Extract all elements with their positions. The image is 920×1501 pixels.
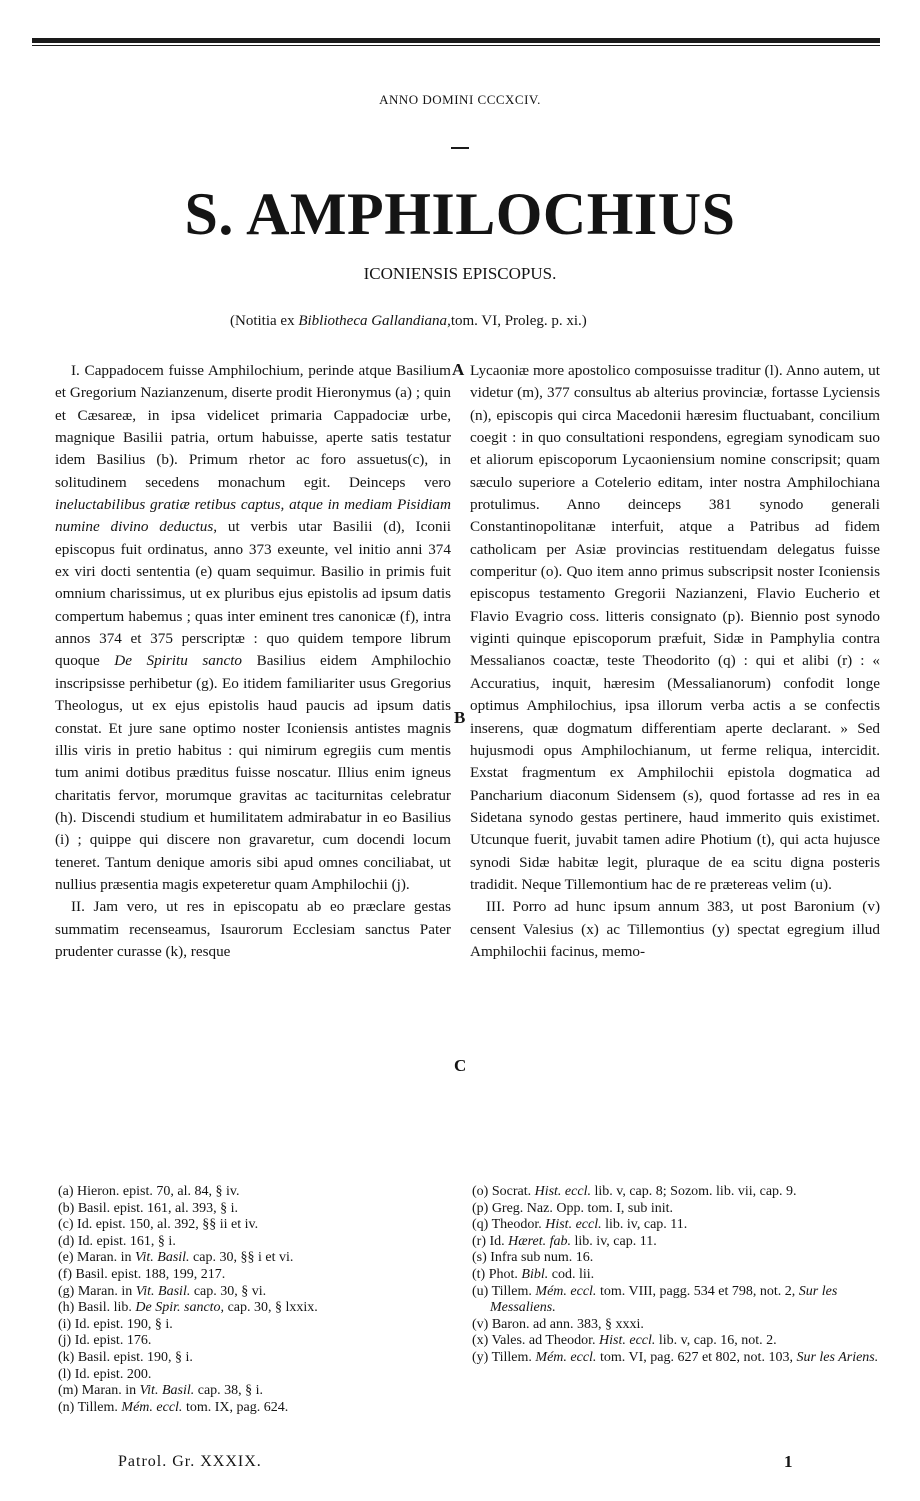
footnote-text: (b) Basil. epist. 161, al. 393, § i.	[58, 1200, 239, 1216]
footnote-text: lib. iv, cap. 11.	[571, 1233, 657, 1249]
footnote	[472, 1333, 884, 1350]
page-title: S. AMPHILOCHIUS	[184, 181, 736, 247]
footnote-italic: Vit. Basil.	[135, 1283, 191, 1299]
paragraph-italic: De Spiritu sancto	[114, 652, 243, 670]
footnote-italic: Bibl.	[521, 1266, 549, 1282]
paragraph-text: Basilius eidem Amphilochio inscripsisse perhibetur (g). Eo itidem familiariter usus Gregorius Theologus, ut ex ejus epistolis haud paucis ad ipsum datis constat. Et jure sane optimo noster Iconiensis antistes magnis illis viris in pretio habitus : qui nimirum egregiis cum mentis tum animi dotibus præditus fuisse noscatur. Illius enim igneus charitatis fervor, morumque gravitas ac taciturnitas celebratur (h). Discendi studium et humilitatem admirabatur in eo Basilius (i) ; quippe qui discere non gravaretur, cum docendi locum teneret. Tantum denique amoris sibi apud omnes conciliabat, ut nullius præsentia magis expeteretur quam Amphilochii (j).	[55, 652, 451, 893]
footnotes-left	[58, 1184, 438, 1416]
footnotes-right	[472, 1184, 884, 1367]
paragraph-continued: Lycaoniæ more apostolico composuisse traditur (l). Anno autem, ut videtur (m), 377 consultus ab alterius provinciæ, fortasse Lyciensis (n), episcopis qui circa Macedonii hæresim fluctuabant, concilium coegit : in quo consultationi respondens, egregiam synodicam suo et aliorum episcoporum Lycaoniensium nomine conscripsit; quam sæculo superiore a Cotelerio editam, inter nostra Amphilochiana protulimus. Anno deinceps 381 synodo generali Constantinopolitanæ interfuit, atque a Patribus ad fidem catholicam per Asiæ provincias restituendam delegatus fuisse comperitur (o). Quo item anno primus subscripsit noster Iconiensis episcopus testamento Gregorii Nazianzeni, Flavio Eucherio et Flavio Evagrio coss. litteris consignato (p). Biennio post synodo viginti quinque episcoporum præfuit, Sidæ in Pamphylia contra Messalianos coactæ, teste Theodorito (q) : qui et alibi (r) : « Accuratius, inquit, hæresim (Messalianorum) confodit longe optimus Amphilochius, ipsa illorum verba actis a se confectis inserens, quæ dogmatum differentiam aperte declarant. » Sed hujusmodi opus Amphilochianum, ut ferme reliqua, intercidit. Exstat fragmentum ex Amphilochii epistola dogmatica ad Pancharium diaconum Sidensem (s), quod fortasse ad res in ea Sidetana synodo gestas pertinere, haud immerito quis existimet. Utcunque fuerit, juvabit tamen adire Photium (t), qui acta hujusce synodi Sidæ habitæ legit, pluraque de ea scitu digna posteris tradidit. Neque Tillemontium hac de re prætereas velim (u).	[470, 362, 880, 893]
footnote-text: tom. VIII, pagg. 534 et 798, not. 2,	[596, 1283, 799, 1299]
footnote-text: (f) Basil. epist. 188, 199, 217.	[58, 1266, 226, 1282]
footnote	[58, 1333, 438, 1350]
paragraph-two: II. Jam vero, ut res in episcopatu ab eo præclare gestas summatim recenseamus, Isaurorum Ecclesiam sanctus Pater prudenter curasse (k), resque	[55, 898, 451, 960]
footnote	[58, 1250, 438, 1267]
footnote-text: lib. v, cap. 16, not. 2.	[655, 1333, 777, 1349]
footnote	[472, 1250, 884, 1267]
running-head: ANNO DOMINI CCCXCIV.	[379, 92, 541, 107]
footnote-italic: De Spir. sancto,	[135, 1300, 225, 1316]
footnote-text: (e) Maran. in	[58, 1250, 135, 1266]
footnote	[58, 1317, 438, 1334]
footnote-text: cap. 30, § vi.	[190, 1283, 267, 1299]
footnote-text: (n) Tillem.	[58, 1399, 122, 1415]
right-column	[470, 360, 880, 963]
footnote-text: cap. 38, § i.	[194, 1383, 264, 1399]
footnote-italic: Sur les Ariens.	[796, 1349, 879, 1365]
footnote-italic: Mém. eccl.	[535, 1283, 597, 1299]
footnote-italic: Sur les Messaliens.	[490, 1283, 838, 1316]
footnote-text: (y) Tillem.	[472, 1349, 536, 1365]
footnote	[58, 1383, 438, 1400]
paragraph-italic: ineluctabilibus gratiæ retibus captus, atque in mediam Pisidiam numine divino deductus	[55, 496, 451, 536]
source-note	[230, 313, 710, 330]
footnote-text: (h) Basil. lib.	[58, 1300, 136, 1316]
footnote-text: (u) Tillem.	[472, 1283, 536, 1299]
footnote-text: (t) Phot.	[472, 1266, 522, 1282]
footnote-italic: Hist. eccl.	[545, 1217, 602, 1233]
footnote-text: (q) Theodor.	[472, 1217, 546, 1233]
footnote-text: cap. 30, §§ i et vi.	[189, 1250, 294, 1266]
footnote-text: (c) Id. epist. 150, al. 392, §§ ii et iv.	[58, 1217, 259, 1233]
top-thin-rule	[32, 45, 880, 46]
source-note-suffix: ,tom. VI, Proleg. p. xi.)	[447, 313, 587, 329]
margin-marker-c: C	[454, 1056, 467, 1075]
footnote-text: (o) Socrat.	[472, 1184, 535, 1199]
top-thick-rule	[32, 38, 880, 43]
footnote-text: (s) Infra sub num. 16.	[472, 1250, 594, 1266]
footnote-text: (d) Id. epist. 161, § i.	[58, 1233, 176, 1249]
footnote	[58, 1367, 438, 1384]
footnote-text: (a) Hieron. epist. 70, al. 84, § iv.	[58, 1184, 240, 1199]
footnote-italic: Mém. eccl.	[121, 1399, 183, 1415]
footnote-text: (l) Id. epist. 200.	[58, 1366, 152, 1382]
top-double-rule	[32, 38, 880, 46]
footnote-text: cap. 30, § lxxix.	[224, 1300, 318, 1316]
footnote-text: (p) Greg. Naz. Opp. tom. I, sub init.	[472, 1200, 674, 1216]
paragraph-text: I. Cappadocem fuisse Amphilochium, perinde atque Basilium et Gregorium Nazianzenum, diserte prodit Hieronymus (a) ; quin et Cæsareæ, in ipsa videlicet primaria Cappadociæ urbe, magnique Basilii patria, ortum habuisse, aperte satis testatur idem Basilius (b). Primum rhetor ac foro assuetus(c), in solitudinem secedens monachum egit. Deinceps vero	[55, 362, 451, 491]
footnote-text: tom. VI, pag. 627 et 802, not. 103,	[596, 1349, 797, 1365]
footnote-text: cod. lii.	[548, 1266, 595, 1282]
footnote	[58, 1267, 438, 1284]
footnote	[472, 1217, 884, 1234]
footnote-text: lib. iv, cap. 11.	[601, 1217, 688, 1233]
footnote-text: lib. v, cap. 8; Sozom. lib. vii, cap. 9.	[590, 1184, 797, 1199]
footnote	[472, 1350, 884, 1367]
footnote	[58, 1400, 438, 1417]
footnote-italic: Hæret. fab.	[508, 1233, 572, 1249]
footnote-italic: Vit. Basil.	[139, 1383, 195, 1399]
footnote	[58, 1201, 438, 1218]
footnote-text: (j) Id. epist. 176.	[58, 1333, 152, 1349]
paragraph-three: III. Porro ad hunc ipsum annum 383, ut post Baronium (v) censent Valesius (x) ac Tillemontius (y) spectat egregium illud Amphilochii facinus, memo-	[470, 898, 880, 960]
footnote-italic: Hist. eccl.	[599, 1333, 656, 1349]
footnote-text: (r) Id.	[472, 1233, 509, 1249]
footnote	[472, 1201, 884, 1218]
footnote	[58, 1184, 438, 1201]
signature-line: Patrol. Gr. XXXIX.	[118, 1453, 262, 1470]
footnote-text: (x) Vales. ad Theodor.	[472, 1333, 600, 1349]
footnote-text: (m) Maran. in	[58, 1383, 140, 1399]
source-note-prefix: (Notitia ex	[230, 313, 299, 329]
footnote	[472, 1184, 884, 1201]
footnote	[472, 1317, 884, 1334]
paragraph-one	[55, 360, 451, 896]
footnote	[58, 1350, 438, 1367]
title-separator-dash	[451, 147, 469, 149]
footnote-text: (i) Id. epist. 190, § i.	[58, 1316, 173, 1332]
margin-marker-b: B	[454, 708, 466, 727]
footnote-text: (v) Baron. ad ann. 383, § xxxi.	[472, 1316, 644, 1332]
footnote-text: tom. IX, pag. 624.	[182, 1399, 289, 1415]
footnote	[472, 1267, 884, 1284]
footnote-text: (g) Maran. in	[58, 1283, 136, 1299]
footnote	[472, 1234, 884, 1251]
footnote	[58, 1217, 438, 1234]
footnote-italic: Hist. eccl.	[534, 1184, 591, 1199]
footnote-text: (k) Basil. epist. 190, § i.	[58, 1349, 193, 1365]
footnote	[58, 1284, 438, 1301]
left-column	[55, 360, 451, 963]
margin-marker-a: A	[452, 360, 465, 379]
footnote	[58, 1234, 438, 1251]
page-number: 1	[784, 1452, 793, 1471]
footnote	[472, 1284, 884, 1317]
footnote-italic: Vit. Basil.	[134, 1250, 190, 1266]
paragraph-text: , ut verbis utar Basilii (d), Iconii episcopus fuit ordinatus, anno 373 exeunte, vel initio anni 374 ex viri docti sententia (e) quam sequimur. Basilio in primis fuit omnium charissimus, ut ex pluribus ejus epistolis ad ipsum datis compertum habemus ; quas inter eminent tres canonicæ (f), intra annos 374 et 375 perscriptæ : quo quidem tempore librum quoque	[55, 518, 451, 670]
page-subtitle: ICONIENSIS EPISCOPUS.	[363, 264, 557, 283]
source-note-title: Bibliotheca Gallandiana	[298, 313, 448, 329]
footnote	[58, 1300, 438, 1317]
footnote-italic: Mém. eccl.	[535, 1349, 597, 1365]
